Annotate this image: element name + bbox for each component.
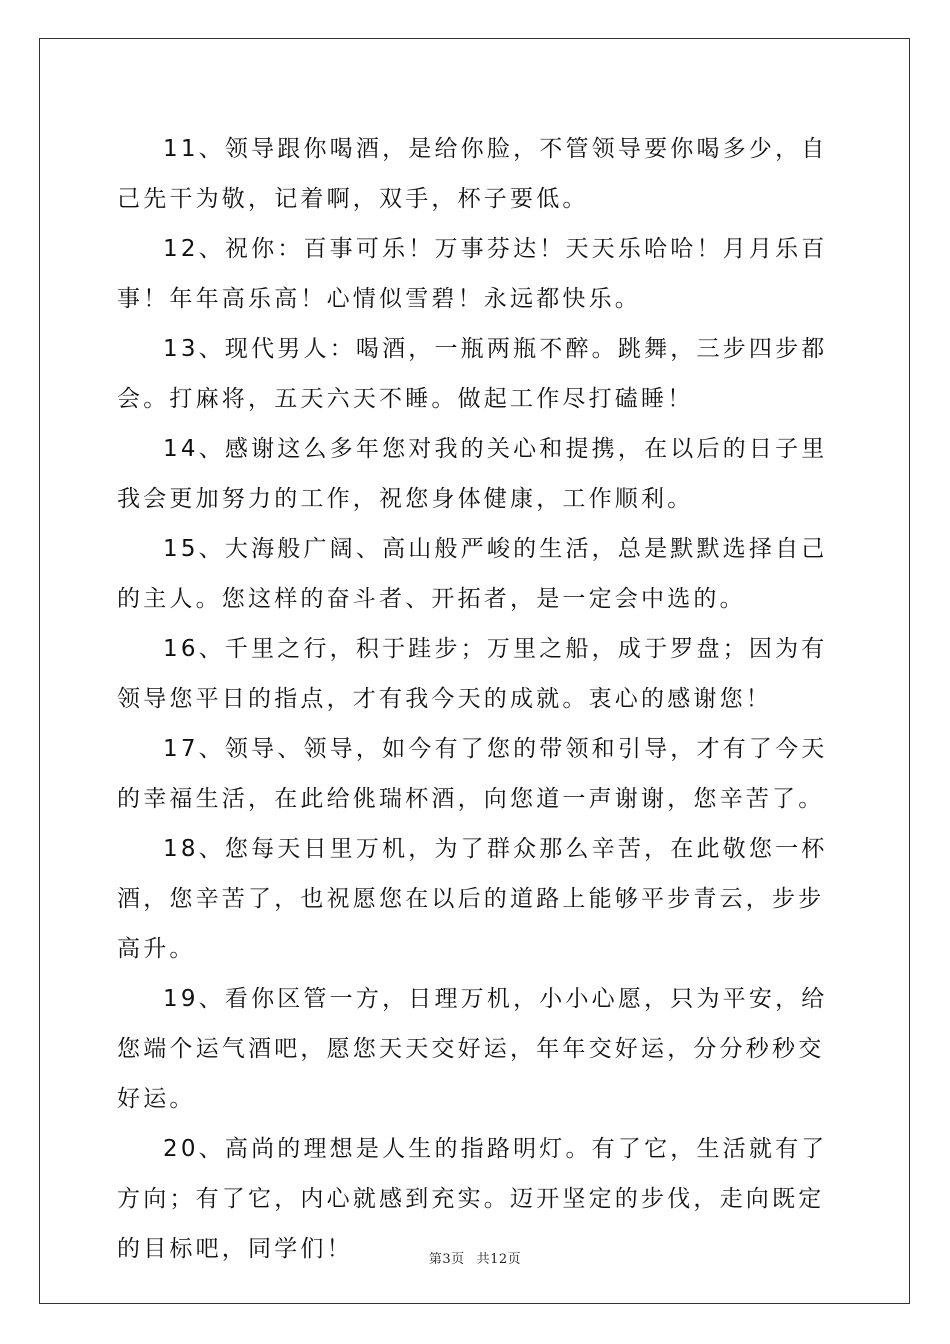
paragraph-19: 19、看你区管一方，日理万机，小小心愿，只为平安，给您端个运气酒吧，愿您天天交好运，年年交好运，分分秒秒交好运。 [117,986,828,1112]
page-total: 共12页 [476,1252,522,1267]
paragraph-15: 15、大海般广阔、高山般严峻的生活，总是默默选择自己的主人。您这样的奋斗者、开拓者，是一定会中选的。 [117,536,828,612]
paragraph-20: 20、高尚的理想是人生的指路明灯。有了它，生活就有了方向；有了它，内心就感到充实。迈开坚定的步伐，走向既定的目标吧，同学们！ [117,1136,828,1262]
paragraph-13: 13、现代男人：喝酒，一瓶两瓶不醉。跳舞，三步四步都会。打麻将，五天六天不睡。做起工作尽打磕睡！ [117,336,828,412]
paragraph-11: 11、领导跟你喝酒，是给你脸，不管领导要你喝多少，自己先干为敬，记着啊，双手，杯子要低。 [117,136,828,212]
paragraph-17: 17、领导、领导，如今有了您的带领和引导，才有了今天的幸福生活，在此给佻瑞杯酒，向您道一声谢谢，您辛苦了。 [117,736,828,812]
paragraph-16: 16、千里之行，积于跬步；万里之船，成于罗盘；因为有领导您平日的指点，才有我今天的成就。衷心的感谢您！ [117,636,828,712]
page-number: 第3页 [428,1252,465,1267]
paragraph-14: 14、感谢这么多年您对我的关心和提携，在以后的日子里我会更加努力的工作，祝您身体健康，工作顺利。 [117,436,828,512]
paragraph-12: 12、祝你：百事可乐！万事芬达！天天乐哈哈！月月乐百事！年年高乐高！心情似雪碧！永远都快乐。 [117,236,828,312]
page-footer [0,1248,950,1267]
document-body [117,124,837,1274]
paragraph-18: 18、您每天日里万机，为了群众那么辛苦，在此敬您一杯酒，您辛苦了，也祝愿您在以后的道路上能够平步青云，步步高升。 [117,836,828,962]
